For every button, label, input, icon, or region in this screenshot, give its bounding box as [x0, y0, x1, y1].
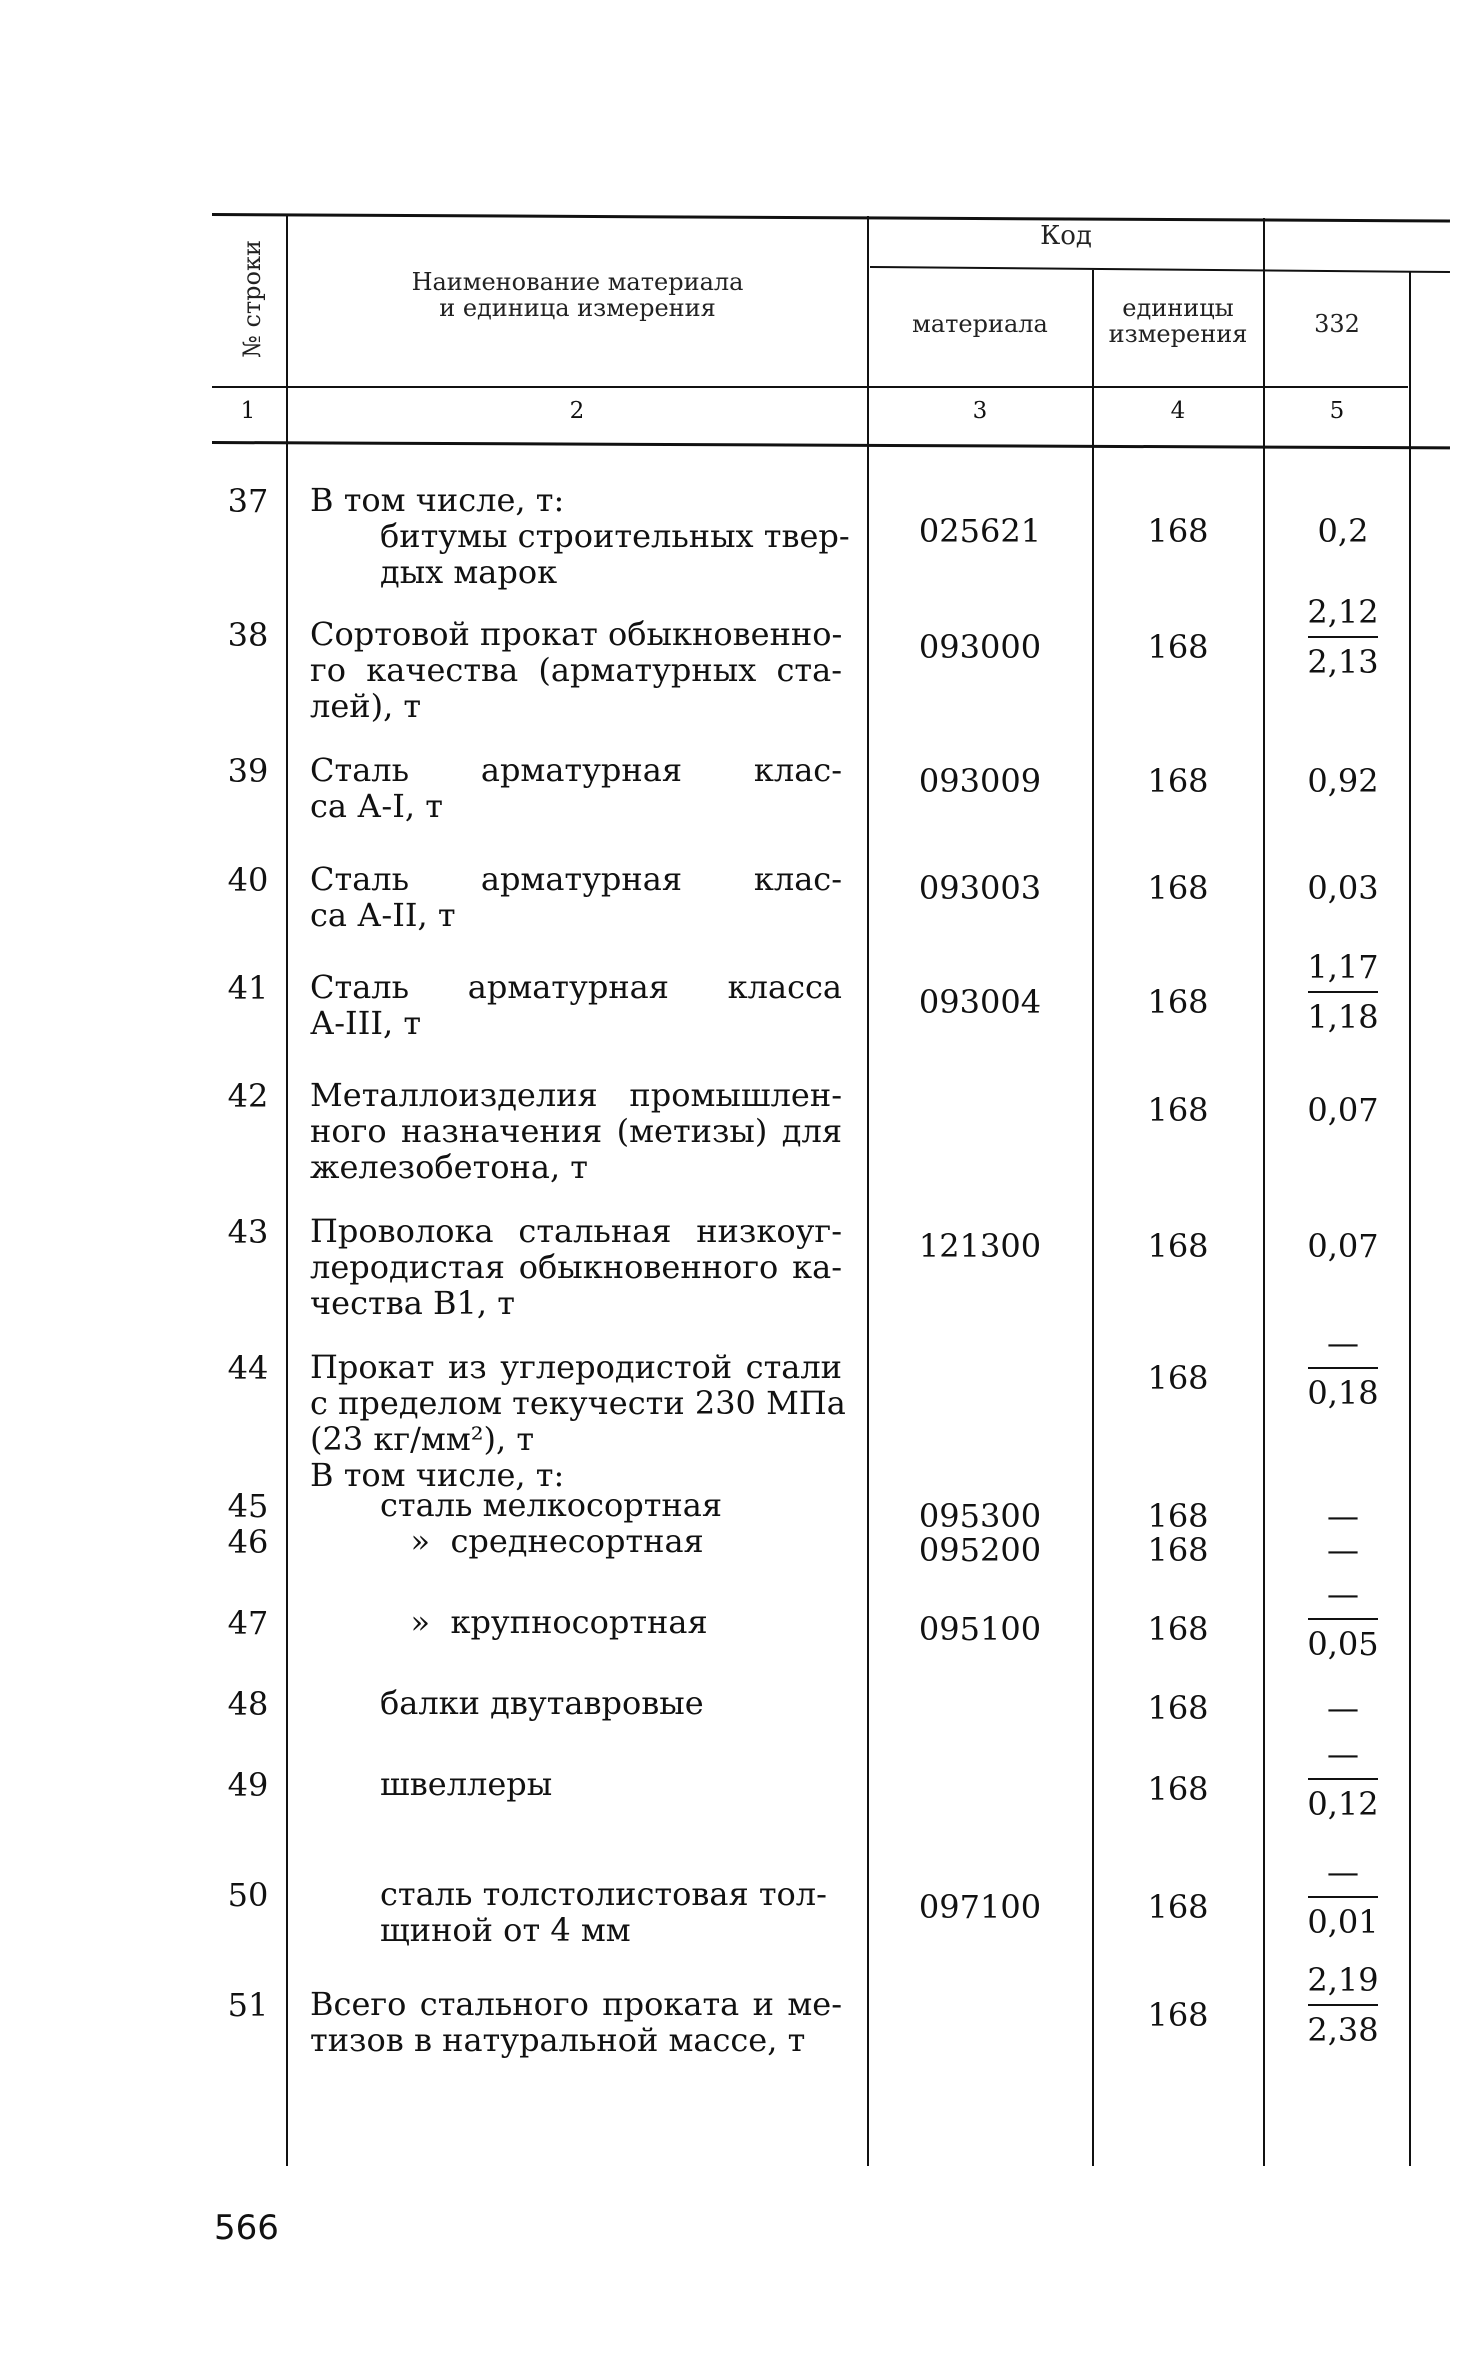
row-unit-code: 168: [1147, 512, 1209, 550]
row-name-line: са А-II, т: [310, 896, 456, 934]
fraction-numerator: —: [1327, 1853, 1359, 1891]
row-name: [310, 752, 842, 824]
row-value-fraction: [1268, 1574, 1418, 1664]
row-name: [310, 969, 842, 1041]
row-name-line: дых марок: [380, 553, 558, 591]
row-number: 46: [227, 1523, 269, 1561]
row-name-line: са А-I, т: [310, 787, 443, 825]
row-value-fraction: [1268, 1323, 1418, 1413]
row-value: 0,07: [1307, 1227, 1379, 1265]
fraction-numerator: 2,12: [1307, 593, 1379, 631]
row-name: [310, 616, 842, 724]
row-name: [310, 1487, 842, 1523]
row-name: [310, 1876, 842, 1948]
row-unit-code: 168: [1147, 628, 1209, 666]
row-name-line: сталь толстолистовая тол-: [380, 1875, 827, 1913]
row-value: —: [1327, 1497, 1359, 1535]
row-number: 48: [227, 1685, 269, 1723]
row-number: 40: [227, 861, 269, 899]
row-material-code: 093000: [918, 628, 1042, 666]
row-name-line: Всего стального проката и ме-: [310, 1985, 842, 2023]
fraction-bar: [1308, 1618, 1378, 1620]
fraction-numerator: —: [1327, 1735, 1359, 1773]
row-unit-code: 168: [1147, 1689, 1209, 1727]
row-number: 43: [227, 1213, 269, 1251]
column-number-3: 3: [972, 398, 988, 424]
row-name-line: » крупносортная: [380, 1603, 708, 1641]
row-unit-code: 168: [1147, 1770, 1209, 1808]
column-number-4: 4: [1170, 398, 1186, 424]
row-name: [310, 1604, 842, 1640]
fraction-numerator: —: [1327, 1575, 1359, 1613]
row-name-line: железобетона, т: [310, 1148, 588, 1186]
row-name-line: В том числе, т:: [310, 481, 565, 519]
row-value-fraction: [1268, 1734, 1418, 1824]
row-value: 0,07: [1307, 1091, 1379, 1129]
row-unit-code: 168: [1147, 1996, 1209, 2034]
fraction-bar: [1308, 636, 1378, 638]
row-unit-code: 168: [1147, 869, 1209, 907]
fraction-denominator: 1,18: [1307, 998, 1379, 1036]
row-name: [310, 1523, 842, 1559]
header-row-no: № строки: [238, 240, 267, 358]
row-name-line: Металлоизделия промышлен-: [310, 1076, 842, 1114]
header-bottom-rule: [212, 386, 1408, 388]
fraction-bar: [1308, 2004, 1378, 2006]
row-material-code: 093004: [918, 983, 1042, 1021]
col-divider-4: [1263, 218, 1265, 2166]
row-name-line: балки двутавровые: [380, 1684, 704, 1722]
row-unit-code: 168: [1147, 1497, 1209, 1535]
row-name: [310, 1766, 842, 1802]
column-number-1: 1: [240, 398, 256, 424]
col-divider-2: [867, 216, 869, 2166]
row-name-line: Сталь арматурная клас-: [310, 860, 842, 898]
row-number: 38: [227, 616, 269, 654]
row-name: [310, 1986, 842, 2058]
header-col5: 332: [1314, 310, 1360, 338]
row-name: [310, 1077, 842, 1185]
row-value: 0,92: [1307, 762, 1379, 800]
row-unit-code: 168: [1147, 1888, 1209, 1926]
col-divider-1: [286, 216, 288, 2166]
fraction-denominator: 2,13: [1307, 643, 1379, 681]
row-name-line: Прокат из углеродистой стали: [310, 1348, 842, 1386]
header-material: материала: [912, 310, 1048, 338]
row-name-line: Проволока стальная низкоуг-: [310, 1212, 842, 1250]
column-number-5: 5: [1329, 398, 1345, 424]
fraction-denominator: 0,01: [1307, 1903, 1379, 1941]
row-name-line: чества В1, т: [310, 1284, 515, 1322]
row-name-line: ного назначения (метизы) для: [310, 1112, 842, 1150]
row-name-line: тизов в натуральной массе, т: [310, 2021, 806, 2059]
row-material-code: 093003: [918, 869, 1042, 907]
row-name-line: Сталь арматурная клас-: [310, 751, 842, 789]
fraction-denominator: 0,12: [1307, 1785, 1379, 1823]
column-number-2: 2: [569, 398, 585, 424]
row-name-line: швеллеры: [380, 1765, 553, 1803]
row-unit-code: 168: [1147, 1091, 1209, 1129]
row-name-line: (23 кг/мм²), т: [310, 1420, 535, 1458]
row-number: 49: [227, 1766, 269, 1804]
row-name: [310, 1348, 846, 1494]
row-value-fraction: [1268, 947, 1418, 1037]
page-number: 566: [214, 2208, 279, 2248]
row-number: 39: [227, 752, 269, 790]
row-material-code: 093009: [918, 762, 1042, 800]
fraction-bar: [1308, 1896, 1378, 1898]
row-value: —: [1327, 1531, 1359, 1569]
row-value: 0,03: [1307, 869, 1379, 907]
fraction-bar: [1308, 1367, 1378, 1369]
header-code: Код: [1040, 221, 1092, 251]
row-name: [310, 481, 850, 591]
row-value-fraction: [1268, 1852, 1418, 1942]
row-name-line: Сортовой прокат обыкновенно-: [310, 615, 843, 653]
row-value: 0,2: [1317, 512, 1369, 550]
fraction-denominator: 2,38: [1307, 2011, 1379, 2049]
row-unit-code: 168: [1147, 1610, 1209, 1648]
row-material-code: 095100: [918, 1610, 1042, 1648]
fraction-bar: [1308, 1778, 1378, 1780]
row-name-line: А-III, т: [310, 1004, 422, 1042]
row-unit-code: 168: [1147, 983, 1209, 1021]
row-number: 50: [227, 1876, 269, 1914]
fraction-numerator: 2,19: [1307, 1961, 1379, 1999]
row-unit-code: 168: [1147, 1531, 1209, 1569]
header-name: Наименование материала и единица измерения: [411, 268, 744, 322]
row-name-line: Сталь арматурная класса: [310, 968, 842, 1006]
row-name-line: сталь мелкосортная: [380, 1486, 723, 1524]
row-unit-code: 168: [1147, 1359, 1209, 1397]
row-name-line: леродистая обыкновенного ка-: [310, 1248, 842, 1286]
header-unit: единицы измерения: [1108, 294, 1248, 348]
row-value: —: [1327, 1689, 1359, 1727]
row-unit-code: 168: [1147, 762, 1209, 800]
code-subheader-rule: [870, 266, 1450, 273]
fraction-denominator: 0,05: [1307, 1625, 1379, 1663]
row-name-line: » среднесортная: [380, 1522, 704, 1560]
row-material-code: 095300: [918, 1497, 1042, 1535]
row-name: [310, 1213, 842, 1321]
row-name-line: битумы строительных твер-: [380, 517, 850, 555]
row-number: 47: [227, 1604, 269, 1642]
fraction-denominator: 0,18: [1307, 1374, 1379, 1412]
row-value-fraction: [1268, 1960, 1418, 2050]
row-name-line: щиной от 4 мм: [380, 1911, 631, 1949]
row-material-code: 097100: [918, 1888, 1042, 1926]
row-value-fraction: [1268, 592, 1418, 682]
row-number: 44: [227, 1349, 269, 1387]
row-name-line: с пределом текучести 230 МПа: [310, 1384, 846, 1422]
row-material-code: 121300: [918, 1227, 1042, 1265]
row-number: 42: [227, 1077, 269, 1115]
fraction-bar: [1308, 991, 1378, 993]
row-name: [310, 861, 842, 933]
row-name-line: лей), т: [310, 687, 422, 725]
row-number: 51: [227, 1986, 269, 2024]
row-number: 41: [227, 969, 269, 1007]
row-number: 45: [227, 1487, 269, 1525]
row-name-line: го качества (арматурных ста-: [310, 651, 842, 689]
fraction-numerator: —: [1327, 1324, 1359, 1362]
col-divider-3: [1092, 270, 1094, 2166]
row-material-code: 095200: [918, 1531, 1042, 1569]
row-number: 37: [227, 482, 269, 520]
row-name-line: В том числе, т:: [310, 1456, 565, 1494]
row-unit-code: 168: [1147, 1227, 1209, 1265]
row-name: [310, 1685, 842, 1721]
fraction-numerator: 1,17: [1307, 948, 1379, 986]
row-material-code: 025621: [918, 512, 1042, 550]
